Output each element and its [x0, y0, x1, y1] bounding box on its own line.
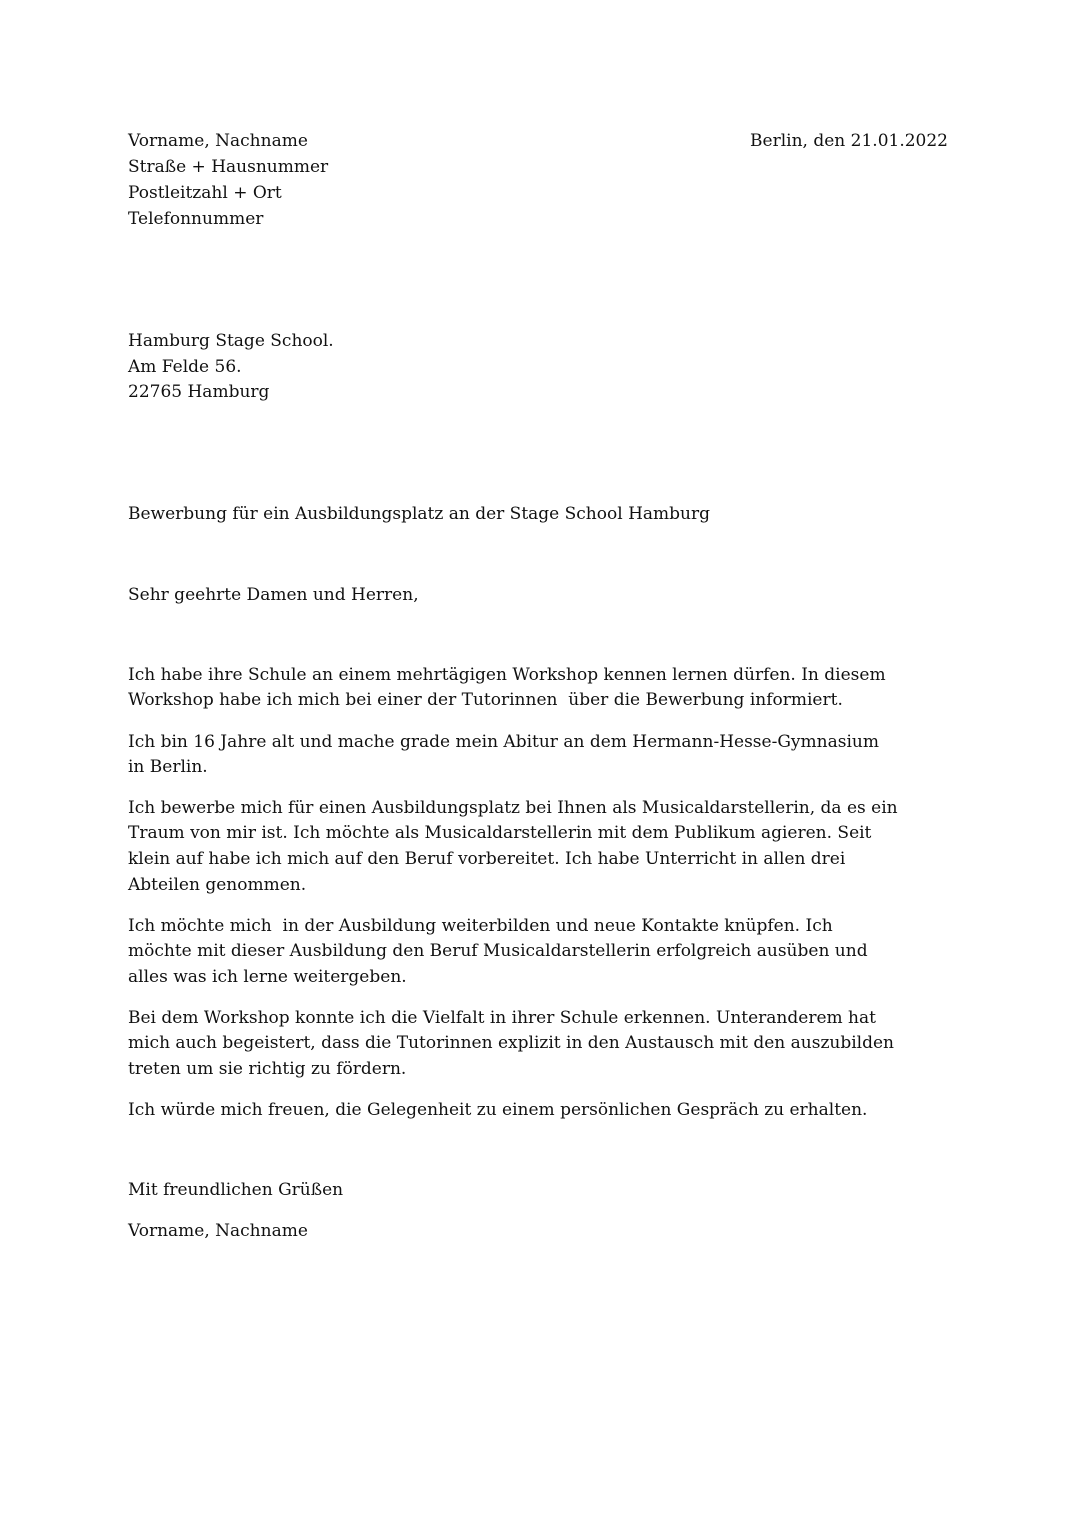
paragraph-line: in Berlin. — [128, 757, 208, 777]
sender-street: Straße + Hausnummer — [128, 157, 329, 177]
paragraph-line: treten um sie richtig zu fördern. — [128, 1059, 407, 1079]
paragraph-line: mich auch begeistert, dass die Tutorinnen explizit in den Austausch mit den auszubilden — [128, 1033, 895, 1053]
paragraph-line: Ich möchte mich in der Ausbildung weiterbilden und neue Kontakte knüpfen. Ich — [128, 916, 833, 936]
recipient-city: 22765 Hamburg — [128, 382, 270, 402]
closing: Mit freundlichen Grüßen — [128, 1180, 344, 1200]
paragraph-line: Traum von mir ist. Ich möchte als Musicaldarstellerin mit dem Publikum agieren. Seit — [128, 823, 872, 843]
sender-phone: Telefonnummer — [128, 209, 264, 229]
sender-city: Postleitzahl + Ort — [128, 183, 282, 203]
subject-line: Bewerbung für ein Ausbildungsplatz an der Stage School Hamburg — [128, 504, 710, 524]
paragraph-line: Ich habe ihre Schule an einem mehrtägigen Workshop kennen lernen dürfen. In diesem — [128, 665, 886, 685]
paragraph-line: Ich würde mich freuen, die Gelegenheit zu einem persönlichen Gespräch zu erhalten. — [128, 1100, 868, 1120]
paragraph-line: klein auf habe ich mich auf den Beruf vorbereitet. Ich habe Unterricht in allen drei — [128, 849, 846, 869]
letter-date: Berlin, den 21.01.2022 — [750, 131, 948, 151]
recipient-name: Hamburg Stage School. — [128, 331, 334, 351]
paragraph-line: möchte mit dieser Ausbildung den Beruf Musicaldarstellerin erfolgreich ausüben und — [128, 941, 868, 961]
paragraph-line: alles was ich lerne weitergeben. — [128, 967, 407, 987]
paragraph-line: Bei dem Workshop konnte ich die Vielfalt in ihrer Schule erkennen. Unteranderem hat — [128, 1008, 876, 1028]
paragraph-line: Abteilen genommen. — [128, 875, 307, 895]
paragraph-line: Ich bewerbe mich für einen Ausbildungsplatz bei Ihnen als Musicaldarstellerin, da es ein — [128, 798, 898, 818]
sender-name: Vorname, Nachname — [128, 131, 308, 151]
signature-name: Vorname, Nachname — [128, 1221, 308, 1241]
paragraph-line: Ich bin 16 Jahre alt und mache grade mein Abitur an dem Hermann-Hesse-Gymnasium — [128, 732, 879, 752]
paragraph-line: Workshop habe ich mich bei einer der Tutorinnen über die Bewerbung informiert. — [128, 690, 843, 710]
salutation: Sehr geehrte Damen und Herren, — [128, 585, 419, 605]
recipient-street: Am Felde 56. — [128, 357, 242, 377]
